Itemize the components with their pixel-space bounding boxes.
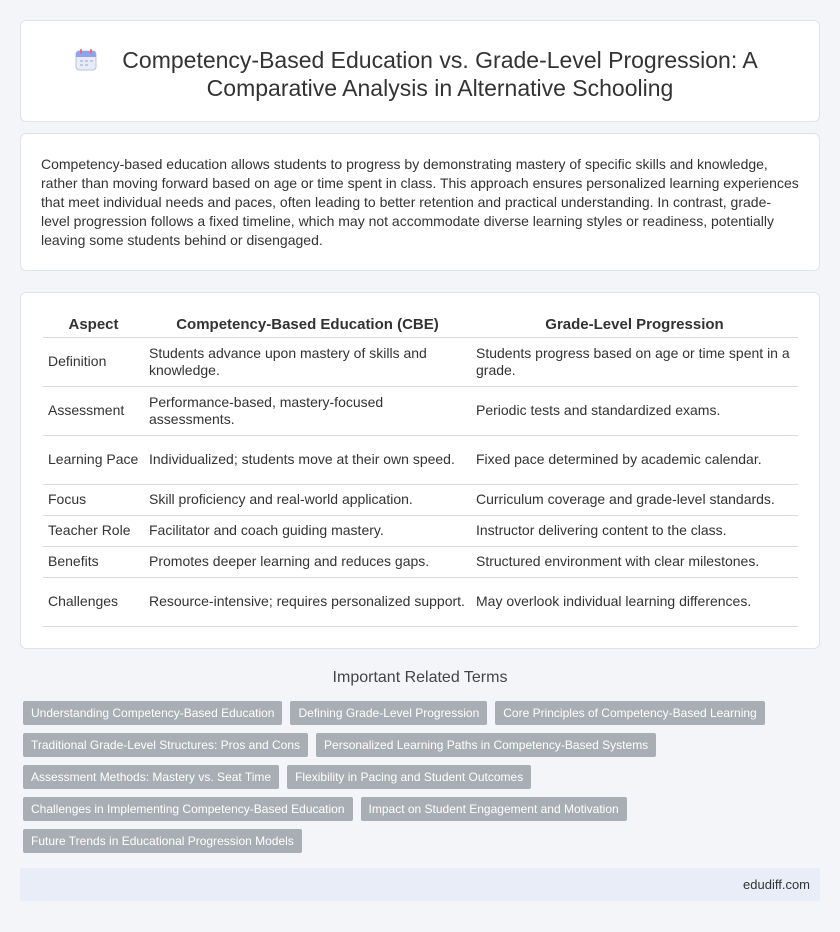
related-term-tag[interactable]: Understanding Competency-Based Education <box>23 701 282 725</box>
related-terms-heading: Important Related Terms <box>332 669 508 686</box>
cell-aspect: Benefits <box>43 546 144 577</box>
header-cbe: Competency-Based Education (CBE) <box>144 315 471 337</box>
comparison-card <box>20 292 820 649</box>
related-term-tag[interactable]: Core Principles of Competency-Based Learning <box>495 701 764 725</box>
intro-card <box>20 133 820 271</box>
cell-aspect: Definition <box>43 337 144 386</box>
page-title: Competency-Based Education vs. Grade-Level Progression: A Comparative Analysis in Alternative Schooling <box>122 47 758 101</box>
cell-cbe: Skill proficiency and real-world application. <box>144 484 471 515</box>
table-row <box>43 484 798 515</box>
cell-aspect: Challenges <box>43 577 144 626</box>
cell-grade-level: Curriculum coverage and grade-level standards. <box>471 484 798 515</box>
related-term-tag[interactable]: Assessment Methods: Mastery vs. Seat Time <box>23 765 279 789</box>
footer-site-link[interactable]: edudiff.com <box>743 877 810 892</box>
cell-cbe: Individualized; students move at their own speed. <box>144 435 471 484</box>
cell-grade-level: Instructor delivering content to the class. <box>471 515 798 546</box>
table-row <box>43 337 798 386</box>
table-row <box>43 435 798 484</box>
table-row <box>43 577 798 626</box>
related-term-tag[interactable]: Traditional Grade-Level Structures: Pros and Cons <box>23 733 308 757</box>
table-row <box>43 386 798 435</box>
cell-cbe: Students advance upon mastery of skills and knowledge. <box>144 337 471 386</box>
related-term-tag[interactable]: Personalized Learning Paths in Competency-Based Systems <box>316 733 656 757</box>
related-term-tag[interactable]: Challenges in Implementing Competency-Based Education <box>23 797 353 821</box>
cell-grade-level: Structured environment with clear milestones. <box>471 546 798 577</box>
related-terms-list <box>23 701 823 853</box>
intro-paragraph: Competency-based education allows students to progress by demonstrating mastery of specific skills and knowledge, rather than moving forward based on age or time spent in class. This approach ensures personalized learning experiences that meet individual needs and paces, often leading to better retention and practical understanding. In contrast, grade-level progression follows a fixed timeline, which may not accommodate diverse learning styles or readiness, potentially leaving some students behind or disengaged. <box>41 156 799 248</box>
title-card <box>20 20 820 122</box>
related-term-tag[interactable]: Future Trends in Educational Progression Models <box>23 829 302 853</box>
cell-cbe: Promotes deeper learning and reduces gaps. <box>144 546 471 577</box>
table-header-row <box>43 315 798 337</box>
cell-cbe: Facilitator and coach guiding mastery. <box>144 515 471 546</box>
cell-aspect: Focus <box>43 484 144 515</box>
table-row <box>43 546 798 577</box>
related-term-tag[interactable]: Defining Grade-Level Progression <box>290 701 487 725</box>
table-row <box>43 515 798 546</box>
header-aspect: Aspect <box>43 315 144 337</box>
cell-aspect: Assessment <box>43 386 144 435</box>
cell-aspect: Learning Pace <box>43 435 144 484</box>
cell-grade-level: Periodic tests and standardized exams. <box>471 386 798 435</box>
footer <box>20 868 820 901</box>
cell-grade-level: May overlook individual learning differences. <box>471 577 798 626</box>
cell-aspect: Teacher Role <box>43 515 144 546</box>
cell-cbe: Performance-based, mastery-focused assessments. <box>144 386 471 435</box>
comparison-table <box>43 315 798 627</box>
cell-grade-level: Students progress based on age or time spent in a grade. <box>471 337 798 386</box>
cell-cbe: Resource-intensive; requires personalized support. <box>144 577 471 626</box>
related-term-tag[interactable]: Impact on Student Engagement and Motivation <box>361 797 627 821</box>
cell-grade-level: Fixed pace determined by academic calendar. <box>471 435 798 484</box>
related-term-tag[interactable]: Flexibility in Pacing and Student Outcomes <box>287 765 531 789</box>
header-grade-level: Grade-Level Progression <box>471 315 798 337</box>
